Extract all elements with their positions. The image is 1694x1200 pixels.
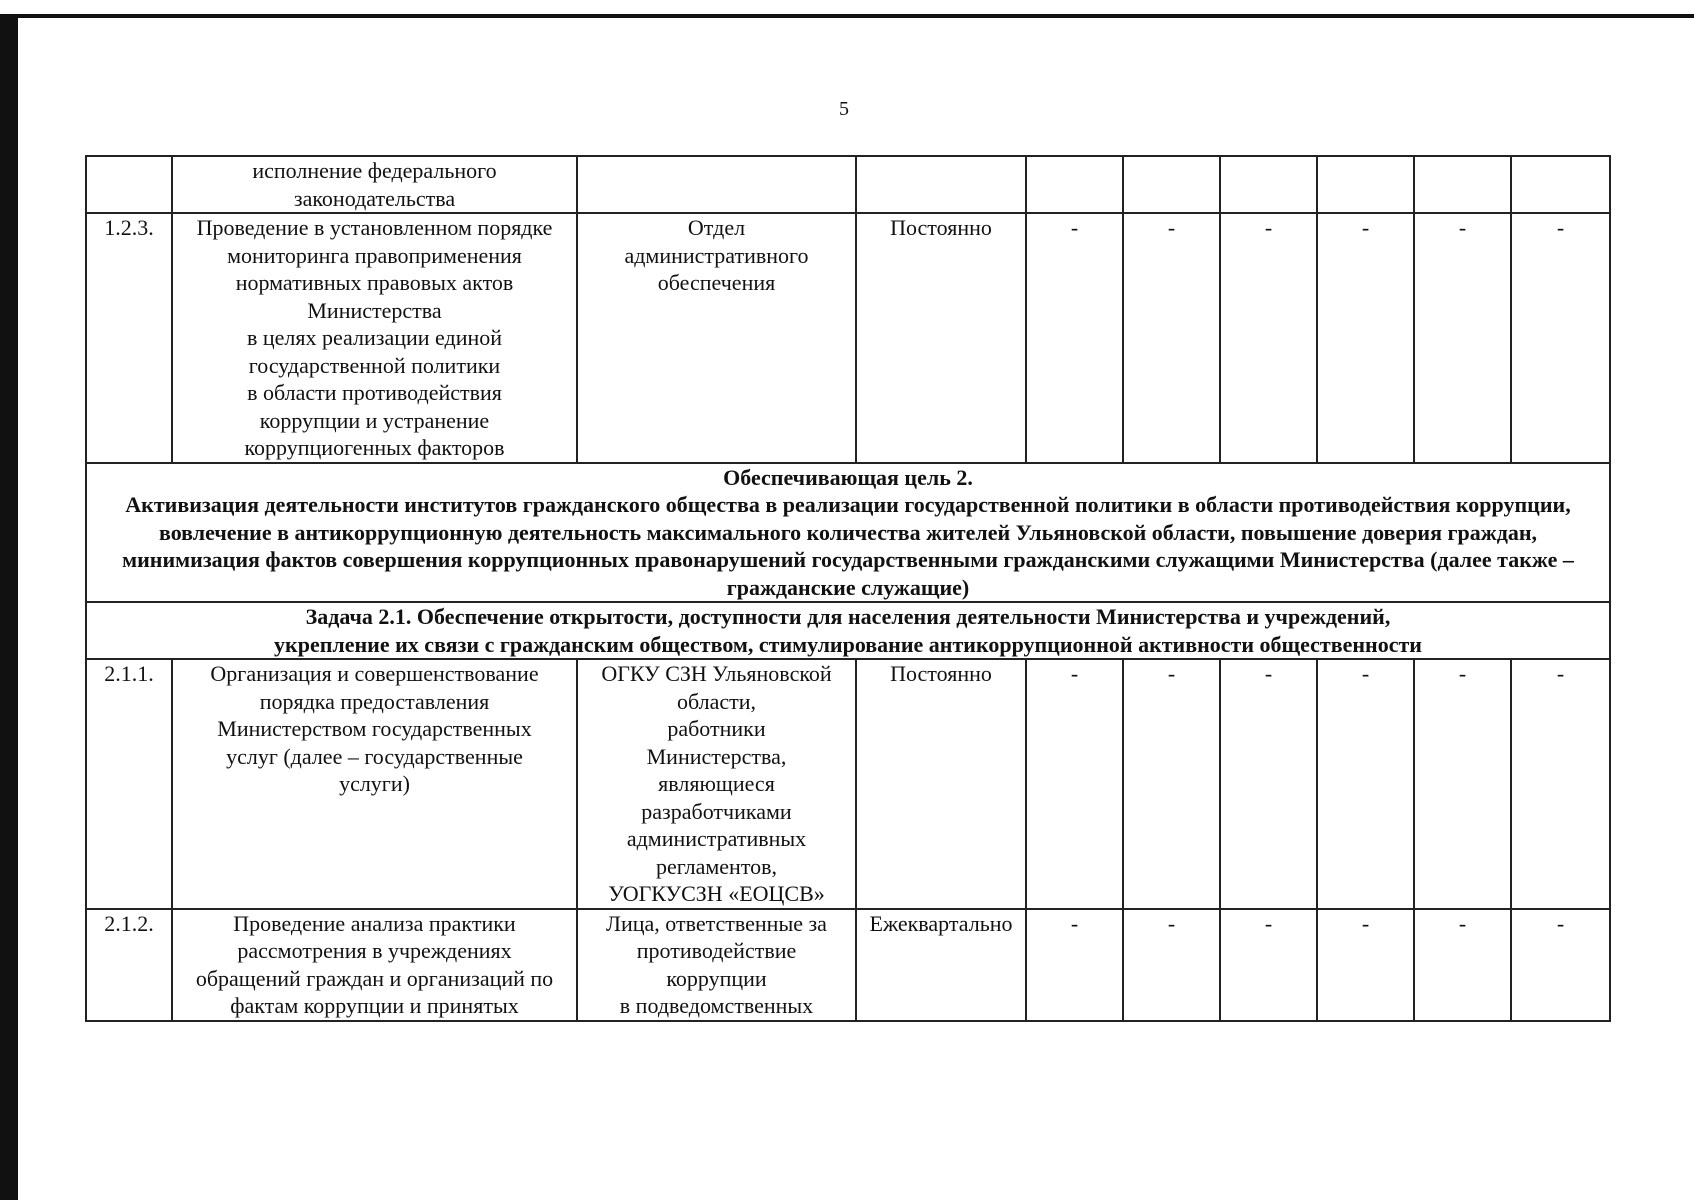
term-cell: Ежеквартально: [856, 909, 1026, 1021]
row-number-cell: 2.1.2.: [86, 909, 172, 1021]
executor-cell: [577, 213, 856, 463]
value-cell: [1123, 156, 1220, 213]
goal-text-line: Активизация деятельности институтов гражданского общества в реализации государственной политики в области противодействия коррупции,: [125, 492, 1571, 517]
value-cell: [1026, 156, 1123, 213]
executor-line: УОГКУСЗН «ЕОЦСВ»: [608, 881, 825, 906]
executor-cell: [577, 659, 856, 909]
measure-line: Министерства: [307, 297, 442, 323]
executor-line: являющиеся: [658, 771, 775, 796]
executor-line: Отдел: [687, 215, 746, 240]
value-cell: -: [1123, 213, 1220, 463]
scan-top-edge: [0, 0, 1694, 17]
page-number: 5: [839, 98, 849, 120]
measure-line: фактам коррупции и принятых: [230, 993, 519, 1018]
measure-line: Организация и совершенствование: [210, 661, 539, 686]
executor-line: Лица, ответственные за: [606, 910, 827, 936]
measure-line: законодательства: [293, 185, 456, 211]
executor-line: ОГКУ СЗН Ульяновской: [601, 661, 832, 686]
value-cell: [1511, 156, 1610, 213]
value-cell: -: [1026, 909, 1123, 1021]
executor-line: Министерства,: [646, 743, 787, 769]
table-row-1-2-3: [86, 213, 1610, 463]
measure-line: в области противодействия: [247, 380, 502, 405]
measure-line: обращений граждан и организаций по: [195, 965, 554, 991]
executor-line: разработчиками: [641, 798, 792, 824]
measure-line: рассмотрения в учреждениях: [237, 938, 512, 963]
value-cell: -: [1511, 213, 1610, 463]
measure-line: исполнение федерального: [252, 158, 497, 183]
executor-cell: [577, 156, 856, 213]
row-number-cell: 1.2.3.: [86, 213, 172, 463]
term-cell: [856, 156, 1026, 213]
task-heading-cell: [86, 602, 1610, 659]
measure-line: порядка предоставления: [259, 688, 490, 714]
goal-title: Обеспечивающая цель 2.: [723, 464, 973, 490]
measure-line: коррупции и устранение: [259, 407, 490, 433]
value-cell: -: [1511, 659, 1610, 909]
scan-left-edge: [0, 14, 18, 1200]
value-cell: [1220, 156, 1317, 213]
measure-cell: [172, 213, 577, 463]
goal-heading-cell: [86, 463, 1610, 603]
value-cell: -: [1414, 659, 1511, 909]
value-cell: -: [1414, 909, 1511, 1021]
table-row-task-2-1: [86, 602, 1610, 659]
value-cell: -: [1414, 213, 1511, 463]
executor-line: в подведомственных: [619, 993, 814, 1018]
measure-line: мониторинга правоприменения: [227, 242, 522, 268]
row-number-cell: 2.1.1.: [86, 659, 172, 909]
task-text-line: Задача 2.1. Обеспечение открытости, доступности для населения деятельности Министерства и учреждений,: [305, 604, 1391, 629]
measure-cell: [172, 156, 577, 213]
measure-line: услуги): [339, 771, 410, 796]
value-cell: [1317, 156, 1414, 213]
executor-cell: [577, 909, 856, 1021]
table-row-2-1-1: [86, 659, 1610, 909]
executor-line: регламентов,: [655, 853, 778, 879]
goal-text-line: вовлечение в антикоррупционную деятельность максимального количества жителей Ульяновской области, повышение доверия граждан,: [158, 519, 1537, 545]
value-cell: -: [1026, 659, 1123, 909]
executor-line: противодействие: [636, 938, 797, 963]
measure-line: коррупциогенных факторов: [244, 435, 505, 460]
value-cell: -: [1220, 909, 1317, 1021]
table-row-goal-2: [86, 463, 1610, 603]
value-cell: -: [1123, 659, 1220, 909]
value-cell: -: [1511, 909, 1610, 1021]
measures-table: [85, 155, 1611, 1022]
term-cell: Постоянно: [856, 659, 1026, 909]
executor-line: административного: [624, 242, 809, 268]
executor-line: административных: [626, 826, 807, 851]
measure-line: услуг (далее – государственные: [226, 743, 523, 769]
executor-line: коррупции: [666, 965, 767, 991]
executor-line: обеспечения: [657, 270, 776, 295]
value-cell: -: [1220, 213, 1317, 463]
value-cell: -: [1220, 659, 1317, 909]
measure-line: государственной политики: [248, 352, 501, 378]
executor-line: работники: [667, 716, 766, 741]
measure-line: Министерством государственных: [217, 716, 532, 741]
measure-line: в целях реализации единой: [246, 325, 503, 350]
value-cell: -: [1317, 659, 1414, 909]
measure-cell: [172, 909, 577, 1021]
executor-line: области,: [676, 688, 757, 714]
goal-text-line: минимизация фактов совершения коррупционных правонарушений государственными гражданскими служащими Министерства (далее также – гражданские служащие): [122, 547, 1574, 600]
measure-line: Проведение анализа практики: [233, 910, 516, 936]
value-cell: -: [1123, 909, 1220, 1021]
measure-line: нормативных правовых актов: [235, 270, 514, 295]
task-text-line: укрепление их связи с гражданским обществом, стимулирование антикоррупционной активности общественности: [274, 631, 1422, 657]
value-cell: -: [1317, 213, 1414, 463]
value-cell: [1414, 156, 1511, 213]
row-number-cell: [86, 156, 172, 213]
measure-cell: [172, 659, 577, 909]
value-cell: -: [1317, 909, 1414, 1021]
table-row-2-1-2: [86, 909, 1610, 1021]
term-cell: Постоянно: [856, 213, 1026, 463]
table-row-continuation: [86, 156, 1610, 213]
measure-line: Проведение в установленном порядке: [196, 215, 553, 240]
value-cell: -: [1026, 213, 1123, 463]
